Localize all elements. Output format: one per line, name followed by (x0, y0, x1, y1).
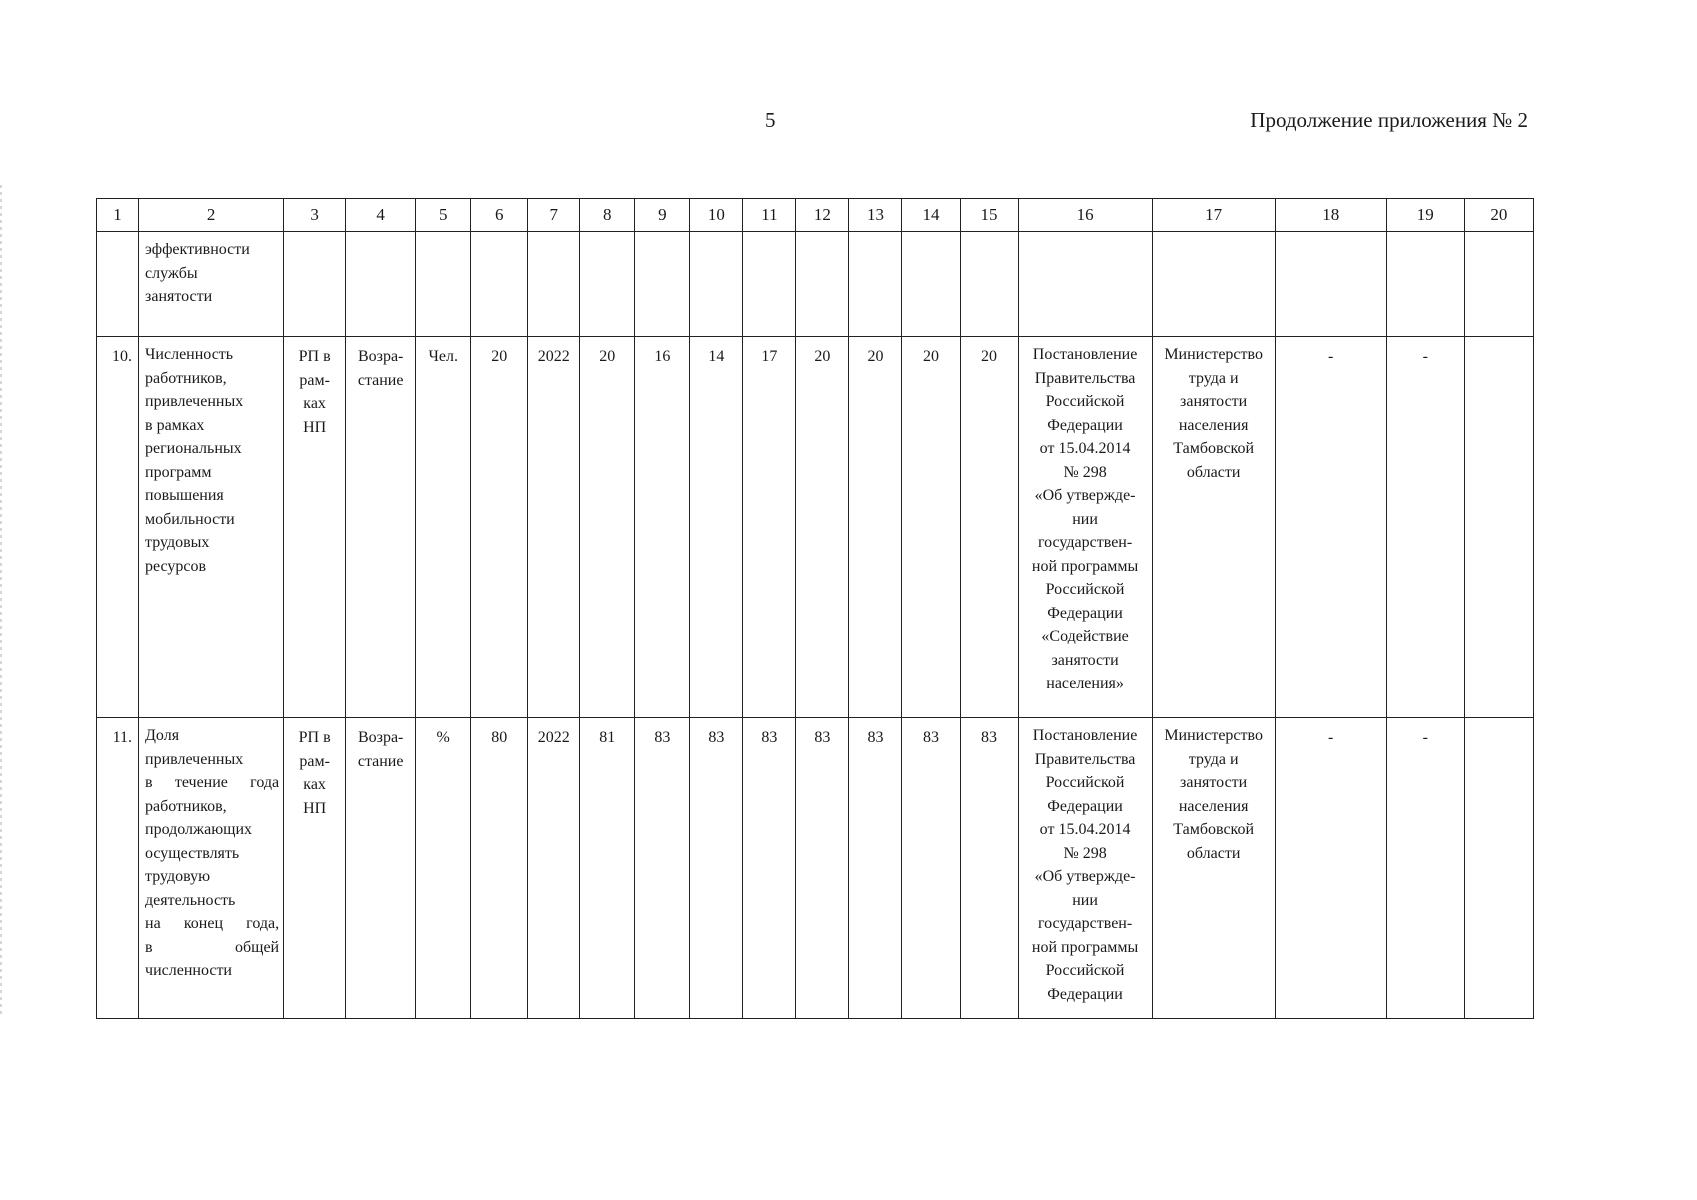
column-number-row (97, 199, 1534, 232)
indicator-name-line: ресурсов (145, 557, 207, 575)
cell-empty (1275, 232, 1386, 337)
indicator-name-line: на конец года, (145, 915, 280, 932)
col19-cell: - (1386, 337, 1464, 718)
responsible-line: занятости (1180, 774, 1248, 791)
source-line: РП в (298, 729, 331, 746)
base-year-cell: 2022 (528, 337, 580, 718)
regulation-line: Российской (1045, 774, 1125, 791)
column-number: 14 (902, 199, 960, 232)
col18-cell: - (1275, 718, 1386, 1019)
cell-empty (902, 232, 960, 337)
regulation-line: нии (1072, 510, 1098, 528)
indicator-name-line: региональных (145, 440, 242, 457)
regulation-line: Постановление (1032, 727, 1138, 744)
responsible-line: населения (1178, 416, 1249, 434)
indicator-name-cell (139, 337, 284, 718)
value-cell: 83 (635, 718, 690, 1019)
regulation-line: Правительства (1034, 369, 1136, 387)
table-row-10 (97, 337, 1534, 718)
cell-empty (849, 232, 902, 337)
responsible-cell (1152, 337, 1275, 718)
base-value-cell: 20 (471, 337, 528, 718)
indicator-name-line: в рамках (145, 416, 205, 434)
source-cell (284, 337, 346, 718)
trend-cell (346, 718, 416, 1019)
column-number: 20 (1464, 199, 1533, 232)
trend-line: стание (357, 371, 404, 389)
indicator-name-line: работников, (145, 369, 227, 387)
column-number: 7 (528, 199, 580, 232)
indicator-name-line: работников, (145, 797, 227, 815)
indicator-name-line: Численность (145, 346, 234, 363)
responsible-line: области (1186, 463, 1241, 481)
regulation-line: Российской (1045, 962, 1125, 979)
source-line: ках (303, 776, 326, 793)
responsible-line: Министерство (1164, 727, 1263, 744)
responsible-line: Тамбовской (1173, 821, 1255, 838)
regulation-line: Федерации (1047, 985, 1123, 1003)
regulation-line: от 15.04.2014 (1039, 440, 1131, 457)
value-cell: 20 (849, 337, 902, 718)
value-cell: 20 (902, 337, 960, 718)
indicator-name-line: осуществлять (145, 844, 240, 862)
column-number: 18 (1275, 199, 1386, 232)
column-number: 2 (139, 199, 284, 232)
source-line: НП (303, 418, 327, 436)
value-cell: 17 (743, 337, 796, 718)
table-row-continued (97, 232, 1534, 337)
regulation-line: от 15.04.2014 (1039, 821, 1131, 838)
trend-cell (346, 337, 416, 718)
regulation-line: ной программы (1031, 938, 1139, 956)
cell-empty (743, 232, 796, 337)
trend-line: Возра- (357, 729, 404, 746)
regulation-line: населения» (1046, 675, 1124, 692)
regulation-line: ной программы (1031, 557, 1139, 575)
column-number: 15 (960, 199, 1018, 232)
value-cell: 20 (580, 337, 635, 718)
base-value-cell: 80 (471, 718, 528, 1019)
column-number: 6 (471, 199, 528, 232)
column-number: 9 (635, 199, 690, 232)
regulation-line: Правительства (1034, 750, 1136, 768)
value-cell: 14 (690, 337, 743, 718)
regulation-line: занятости (1051, 651, 1119, 669)
cell-empty (796, 232, 849, 337)
cell-empty (471, 232, 528, 337)
cell-empty (528, 232, 580, 337)
cell-empty (346, 232, 416, 337)
responsible-line: занятости (1180, 393, 1248, 410)
col18-cell: - (1275, 337, 1386, 718)
regulation-line: нии (1072, 891, 1098, 909)
col19-cell: - (1386, 718, 1464, 1019)
indicator-name-line: повышения (145, 487, 224, 504)
responsible-line: области (1186, 844, 1241, 862)
regulation-line: «Об утвержде- (1034, 487, 1136, 504)
indicator-name-line: занятости (145, 288, 213, 305)
cell-empty (580, 232, 635, 337)
source-cell (284, 718, 346, 1019)
column-number: 1 (97, 199, 139, 232)
indicators-table (96, 198, 1534, 1019)
indicator-name-cell (139, 718, 284, 1019)
indicator-name-line: трудовых (145, 534, 210, 551)
cell-empty (97, 232, 139, 337)
responsible-cell (1152, 718, 1275, 1019)
indicator-name-line: Доля (145, 727, 180, 744)
unit-cell: Чел. (416, 337, 471, 718)
regulation-cell (1018, 718, 1152, 1019)
responsible-line: Министерство (1164, 346, 1263, 363)
indicator-name-cell (139, 232, 284, 337)
value-cell: 16 (635, 337, 690, 718)
indicator-name-line: продолжающих (145, 821, 253, 838)
source-line: рам- (299, 752, 330, 770)
indicator-name-line: мобильности (145, 510, 235, 528)
cell-empty (1464, 337, 1533, 718)
regulation-line: № 298 (1063, 463, 1107, 481)
regulation-line: государствен- (1037, 915, 1133, 932)
column-number: 4 (346, 199, 416, 232)
indicator-name-line: численности (145, 962, 232, 979)
regulation-line: Российской (1045, 393, 1125, 410)
value-cell: 20 (960, 337, 1018, 718)
column-number: 16 (1018, 199, 1152, 232)
column-number: 10 (690, 199, 743, 232)
value-cell: 20 (796, 337, 849, 718)
indicator-name-line: службы (145, 264, 198, 282)
regulation-line: Российской (1045, 581, 1125, 598)
cell-empty (416, 232, 471, 337)
responsible-line: населения (1178, 797, 1249, 815)
responsible-line: труда и (1188, 369, 1239, 387)
indicator-name-line: трудовую (145, 868, 211, 885)
page-number: 5 (765, 108, 776, 132)
regulation-line: Федерации (1047, 416, 1123, 434)
cell-empty (1152, 232, 1275, 337)
column-number: 17 (1152, 199, 1275, 232)
indicator-name-line: в течение года (145, 774, 280, 791)
value-cell: 83 (960, 718, 1018, 1019)
column-number: 5 (416, 199, 471, 232)
row-number: 11. (97, 718, 139, 1019)
indicator-name-line: в общей (145, 938, 280, 956)
indicator-name-line: эффективности (145, 241, 250, 258)
unit-cell: % (416, 718, 471, 1019)
column-number: 11 (743, 199, 796, 232)
column-number: 3 (284, 199, 346, 232)
source-line: ках (303, 395, 326, 412)
value-cell: 83 (743, 718, 796, 1019)
column-number: 12 (796, 199, 849, 232)
source-line: НП (303, 799, 327, 817)
regulation-cell (1018, 337, 1152, 718)
value-cell: 81 (580, 718, 635, 1019)
regulation-line: Федерации (1047, 604, 1123, 622)
column-number: 8 (580, 199, 635, 232)
value-cell: 83 (796, 718, 849, 1019)
cell-empty (1464, 718, 1533, 1019)
column-number: 13 (849, 199, 902, 232)
cell-empty (1018, 232, 1152, 337)
trend-line: Возра- (357, 348, 404, 365)
source-line: рам- (299, 371, 330, 389)
value-cell: 83 (690, 718, 743, 1019)
indicator-name-line: привлеченных (145, 750, 244, 768)
value-cell: 83 (902, 718, 960, 1019)
base-year-cell: 2022 (528, 718, 580, 1019)
column-number: 19 (1386, 199, 1464, 232)
cell-empty (690, 232, 743, 337)
responsible-line: Тамбовской (1173, 440, 1255, 457)
indicator-name-line: деятельность (145, 891, 236, 909)
row-number: 10. (97, 337, 139, 718)
source-line: РП в (298, 348, 331, 365)
value-cell: 83 (849, 718, 902, 1019)
cell-empty (635, 232, 690, 337)
regulation-line: «Содействие (1041, 628, 1129, 645)
cell-empty (1464, 232, 1533, 337)
indicator-name-line: привлеченных (145, 393, 244, 410)
regulation-line: «Об утвержде- (1034, 868, 1136, 885)
table-row-11 (97, 718, 1534, 1019)
scan-edge-artifact (0, 185, 2, 1015)
regulation-line: № 298 (1063, 844, 1107, 862)
cell-empty (284, 232, 346, 337)
indicator-name-line: программ (145, 463, 212, 481)
regulation-line: Постановление (1032, 346, 1138, 363)
appendix-continuation-label: Продолжение приложения № 2 (1250, 108, 1528, 132)
regulation-line: государствен- (1037, 534, 1133, 551)
responsible-line: труда и (1188, 750, 1239, 768)
cell-empty (960, 232, 1018, 337)
regulation-line: Федерации (1047, 797, 1123, 815)
trend-line: стание (357, 752, 404, 770)
cell-empty (1386, 232, 1464, 337)
